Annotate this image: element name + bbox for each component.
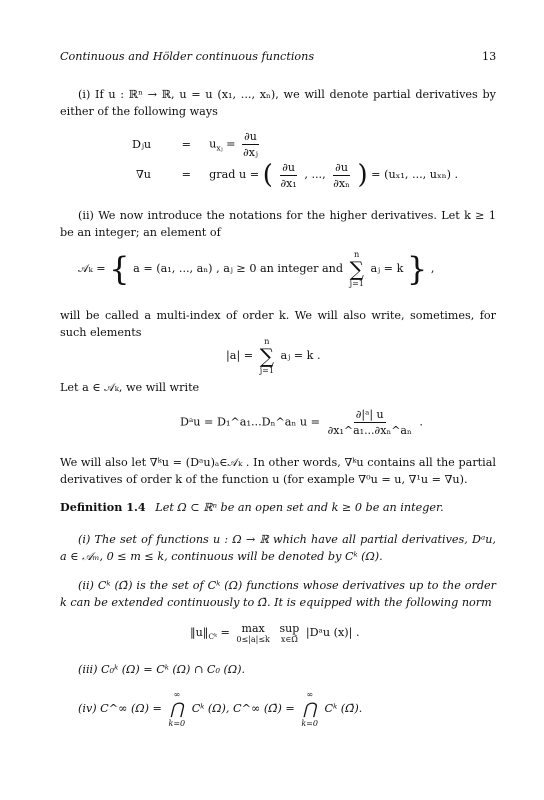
page-number: 13 xyxy=(482,50,497,63)
paragraph-higher-derivatives: (ii) We now introduce the notations for the higher derivatives. Let k ≥ 1 be an integer; an element of xyxy=(60,209,496,239)
equation-multi-index-order: |a| = n ∑ j=1 aⱼ = k . xyxy=(226,337,321,375)
definition-item-ii: (ii) Cᵏ (Ω̄) is the set of Cᵏ (Ω) functions whose derivatives up to the order k can be extended continuously to Ω̄. It is equipped with the following norm xyxy=(60,579,496,609)
paragraph-multi-index: will be called a multi-index of order k. We will also write, sometimes, for such elements xyxy=(60,309,496,339)
definition-statement: Let Ω ⊂ ℝⁿ be an open set and k ≥ 0 be an integer. xyxy=(155,501,444,514)
running-title: Continuous and Hölder continuous functions xyxy=(60,50,315,63)
equation-higher-derivative: Dᵃu = D₁^a₁...Dₙ^aₙ u = $\frac{\text{∂|ᵃ| u}}{\text{∂x₁\textasciicircum{}a₁...∂xₙ\textasciicircum{}aₙ}}$ . xyxy=(180,408,423,437)
definition-item-iii: (iii) C₀ᵏ (Ω) = Cᵏ (Ω) ∩ C₀ (Ω). xyxy=(78,663,246,676)
equation-partial-derivative: Dⱼu = $u_{xⱼ}$ = $\frac{\partial u}{\text{∂xⱼ}}$ xyxy=(132,130,258,159)
paragraph-nabla-k: We will also let ∇ᵏu = (Dᵃu)ₐ∈𝒜ₖ . In other words, ∇ᵏu contains all the partial derivatives of order k of the function u (for example ∇⁰u = u, ∇¹u = ∇u). xyxy=(60,456,496,486)
paragraph-let-a: Let a ∈ 𝒜ₖ, we will write xyxy=(60,381,200,394)
equation-multi-index-set: 𝒜ₖ = { a = (a₁, ..., aₙ) , aⱼ ≥ 0 an integer and n ∑ j=1 aⱼ = k } , xyxy=(78,250,435,288)
definition-heading xyxy=(60,499,444,516)
paragraph-partial-derivatives: (i) If u : ℝⁿ → ℝ, u = u (x₁, ..., xₙ), we will denote partial derivatives by either of the following ways xyxy=(60,88,496,118)
definition-label: Definition 1.4 xyxy=(60,500,146,514)
definition-item-iv: (iv) C^∞ (Ω) = ∞ ⋂ k=0 Cᵏ (Ω), C^∞ (Ω̄) = ∞ ⋂ k=0 Cᵏ (Ω̄). xyxy=(78,690,363,728)
equation-ck-norm: $‖u‖_{Cᵏ}$ = max 0≤|a|≤k sup x∈Ω̄ |Dᵃu (x)| . xyxy=(190,622,360,644)
equation-gradient: ∇u = grad u = ( $\frac{\partial u}{\text{∂x₁}}$ , ..., $\frac{\partial u}{\text{∂xₙ}}$ ) = (uₓ₁, ..., uₓₙ) . xyxy=(136,160,459,190)
definition-item-i: (i) The set of functions u : Ω → ℝ which have all partial derivatives, Dᵃu, a ∈ 𝒜ₘ, 0 ≤ m ≤ k, continuous will be denoted by Cᵏ (Ω). xyxy=(60,533,496,563)
